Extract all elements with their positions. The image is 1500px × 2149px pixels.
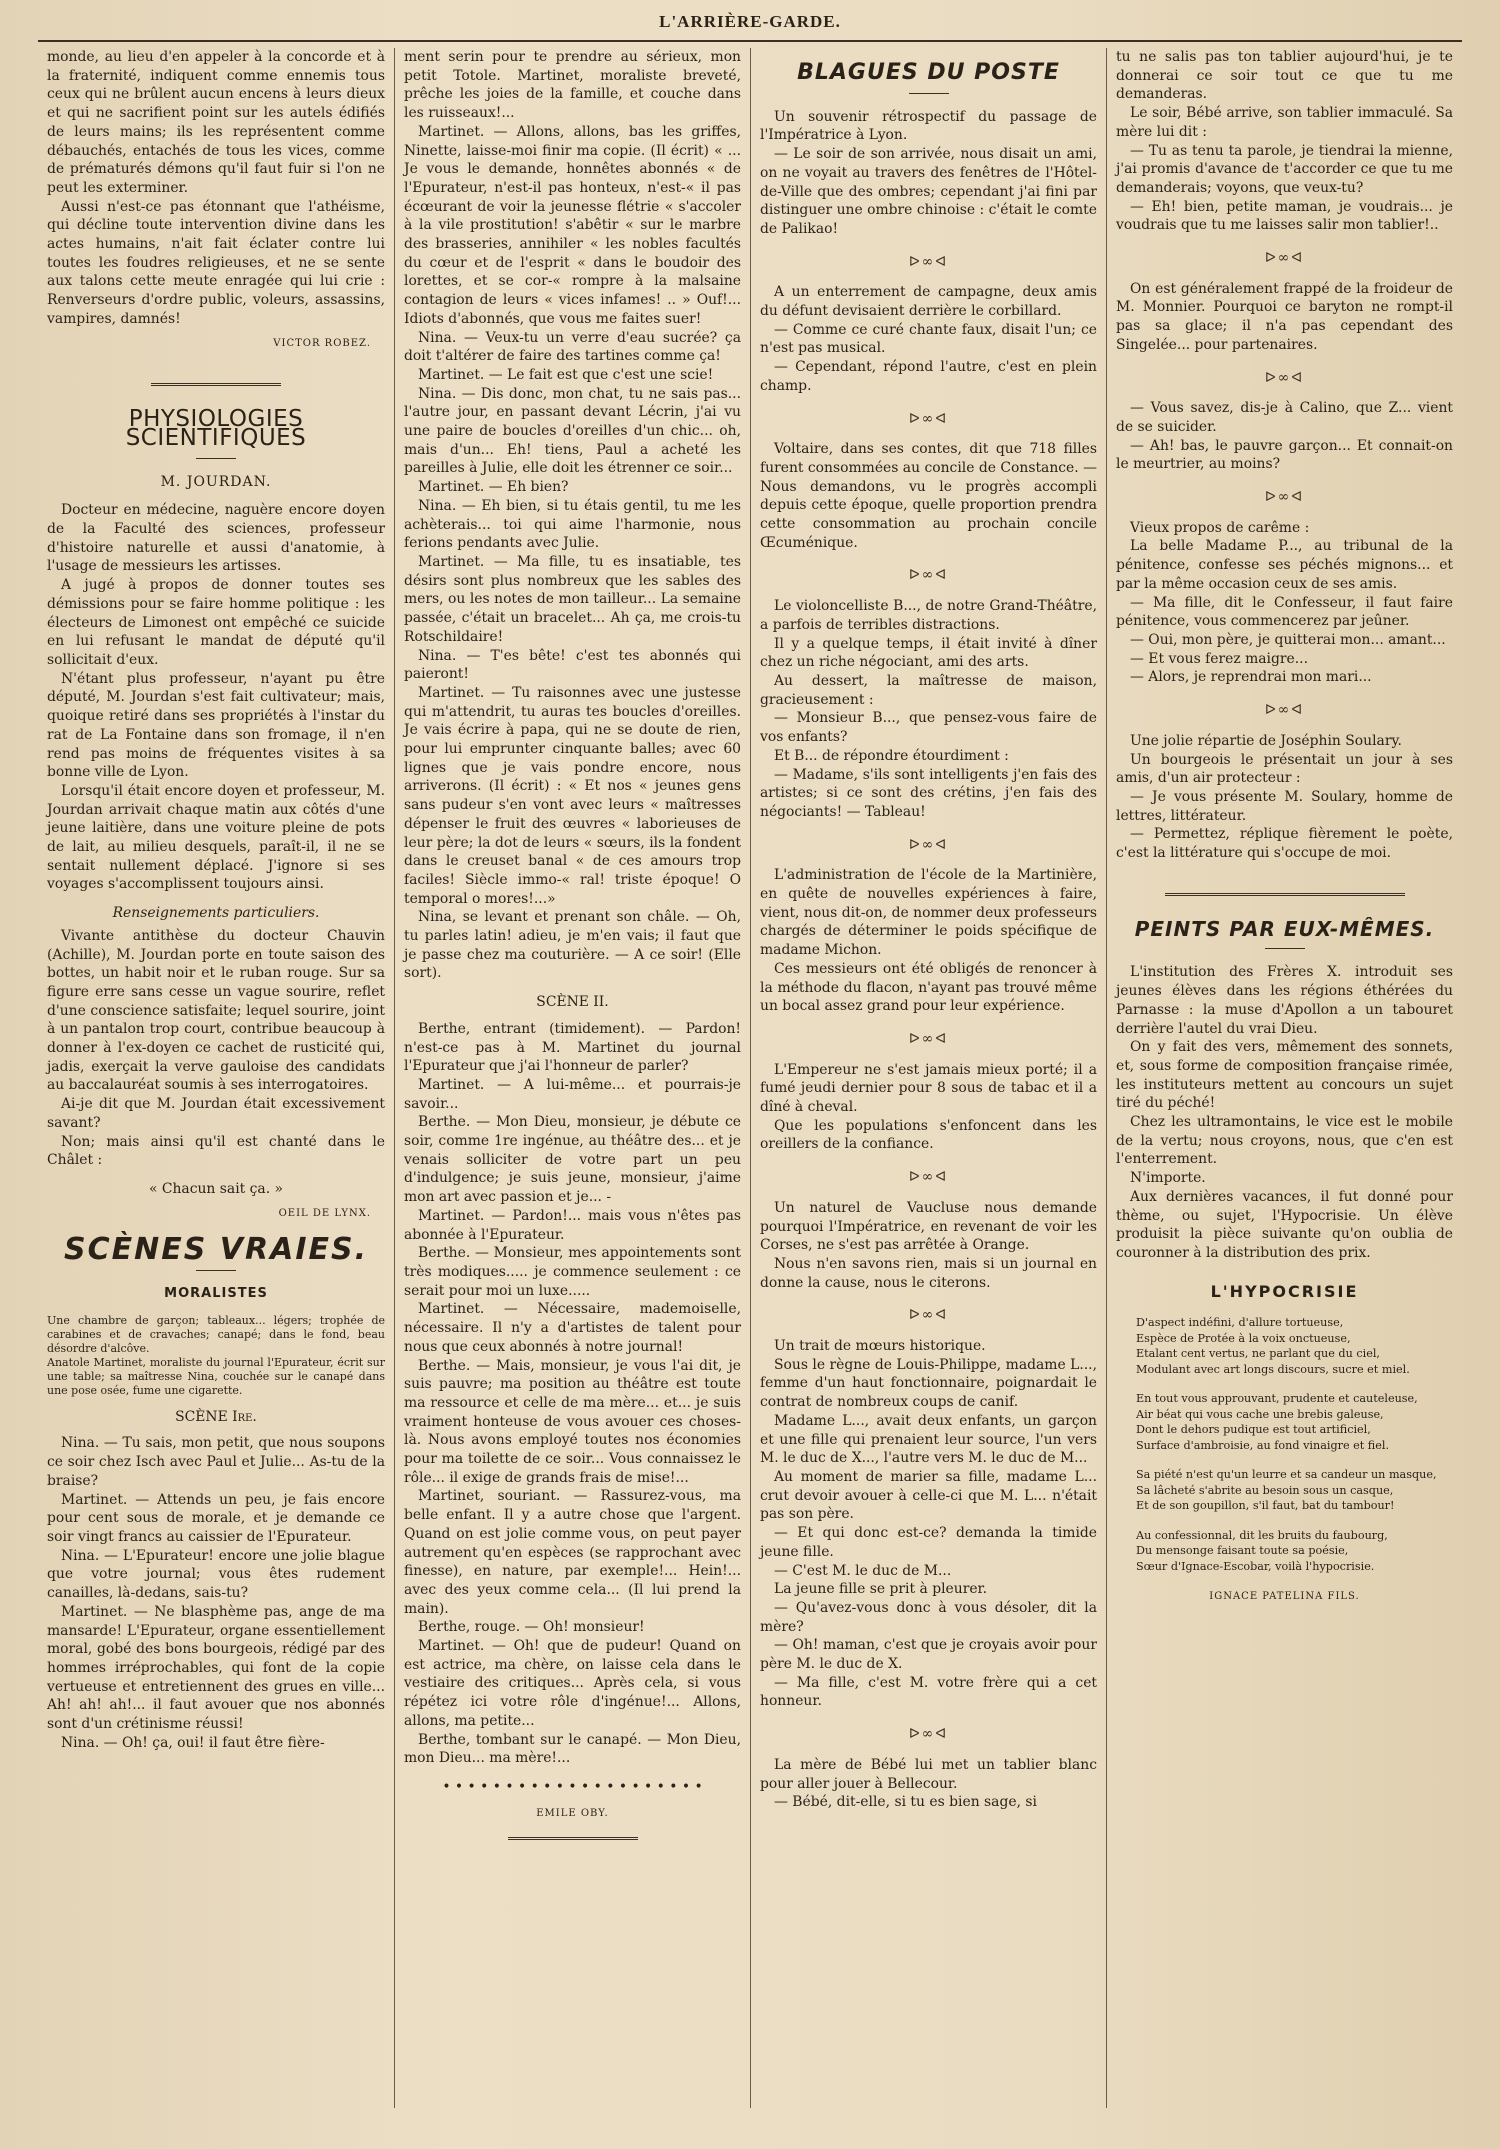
ornament: ᐅ∞ᐊ bbox=[908, 253, 949, 270]
dialogue: Nina. — L'Epurateur! encore une jolie blague que votre journal; vous êtes rudement canailles, là-dedans, sais-tu? bbox=[47, 1547, 385, 1602]
dialogue: Martinet. — A lui-même... et pourrais-je savoir... bbox=[404, 1076, 741, 1112]
dialogue: Nina. — T'es bête! c'est tes abonnés qui paieront! bbox=[404, 647, 741, 683]
dialogue: Nina. — Veux-tu un verre d'eau sucrée? ça doit t'altérer de faire des tartines comme ça! bbox=[404, 329, 741, 365]
paragraph: — Je vous présente M. Soulary, homme de lettres, littérateur. bbox=[1116, 788, 1453, 824]
section-title-blagues: BLAGUES DU POSTE bbox=[797, 60, 1060, 85]
paragraph: Nous n'en savons rien, mais si un journal en donne la cause, nous le citerons. bbox=[760, 1255, 1097, 1291]
divider bbox=[151, 383, 281, 386]
poem-line: Espèce de Protée à la voix onctueuse, bbox=[1136, 1331, 1351, 1345]
section-subtitle: M. JOURDAN. bbox=[160, 473, 272, 490]
dialogue: Nina, se levant et prenant son châle. — Oh, tu parles latin! adieu, je m'en vais; il faut que je passe chez ma couturière. — A ce soir! (Elle sort). bbox=[404, 909, 741, 982]
ellipsis-dots: • • • • • • • • • • • • • • • • • • • • • bbox=[442, 1778, 703, 1795]
divider bbox=[508, 1837, 638, 1840]
dialogue: ment serin pour te prendre au sérieux, mon petit Totole. Martinet, moraliste breveté, prêche les joies de la famille, et couche dans les ruisseaux!... bbox=[404, 49, 741, 122]
poem-line: Sa lâcheté s'abrite au besoin sous un casque, bbox=[1136, 1483, 1394, 1497]
signature: EMILE OBY. bbox=[536, 1807, 609, 1819]
paragraph: — Madame, s'ils sont intelligents j'en fais des artistes; si ce sont des crétins, j'en fais des négociants! — Tableau! bbox=[760, 766, 1097, 820]
paragraph: Vivante antithèse du docteur Chauvin (Achille), M. Jourdan porte en toute saison des bottes, un habit noir et le ruban rouge. Sur sa figure erre sans cesse un vague sourire, reflet d'une conscience satisfaite; lequel sourire, joint à un pantalon trop court, contribue beaucoup à donner à l'ex-doyen ce cachet de rusticité qui, jadis, exerçait la verve gauloise des candidats au baccalauréat soumis à ses interrogatoires. bbox=[47, 927, 385, 1094]
ornament: ᐅ∞ᐊ bbox=[1264, 369, 1305, 386]
paragraph: — C'est M. le duc de M... bbox=[774, 1562, 952, 1579]
dialogue: Martinet. — Pardon!... mais vous n'êtes pas abonnée à l'Epurateur. bbox=[404, 1207, 741, 1243]
poem-line: Sa piété n'est qu'un leurre et sa candeur un masque, bbox=[1136, 1468, 1437, 1482]
paragraph: Un souvenir rétrospectif du passage de l'Impératrice à Lyon. bbox=[760, 108, 1097, 144]
dialogue: Martinet. — Attends un peu, je fais encore pour cent sous de morale, et je demande ce soir vingt francs au caissier de l'Epurateur. bbox=[47, 1491, 385, 1545]
ornament: ᐅ∞ᐊ bbox=[908, 1030, 949, 1047]
scene-heading: SCÈNE II. bbox=[536, 994, 609, 1011]
paragraph: — Ma fille, c'est M. votre frère qui a cet honneur. bbox=[760, 1674, 1097, 1710]
dialogue: Berthe. — Mais, monsieur, je vous l'ai dit, je suis pauvre; ma position au théâtre est toute ma ressource et celle de ma mère... et... je suis vraiment honteuse de vous avouer ces choses-là. Nous avons employé toutes nos économies pour ma toilette de ce soir... Vous connaissez le rôle... il exige de grands frais de mise!... bbox=[404, 1357, 741, 1486]
divider bbox=[196, 1270, 236, 1271]
ornament: ᐅ∞ᐊ bbox=[908, 567, 949, 584]
dialogue: Martinet. — Tu raisonnes avec une justesse qui m'attendrit, tu auras tes boucles d'oreilles. Je vais écrire à papa, qui ne se doute de rien, pour lui emprunter cinquante balles; avec 60 lignes que je vais pondre encore, nous arriverons. (Il écrit) : « Et nos « jeunes gens sans pudeur s'en vont avec leurs « maîtresses dépenser le fruit des œuvres « laborieuses de leur père; la dot de leurs « sœurs, ils la fondent dans le creuset banal « de ces amours trop faciles! Siècle immo-« ral! triste époque! O temporal o mores!...» bbox=[404, 684, 741, 907]
section-title-peints: PEINTS PAR EUX-MÊMES. bbox=[1134, 916, 1435, 941]
ornament: ᐅ∞ᐊ bbox=[908, 410, 949, 427]
paragraph: Au moment de marier sa fille, madame L... crut devoir avouer à celle-ci que M. L... n'était pas son père. bbox=[760, 1469, 1097, 1523]
dialogue: Berthe, tombant sur le canapé. — Mon Dieu, mon Dieu... ma mère!... bbox=[404, 1731, 741, 1767]
subheading: Renseignements particuliers. bbox=[112, 905, 320, 922]
paragraph: L'institution des Frères X. introduit ses jeunes élèves dans les régions éthérées du Parnasse : la muse d'Apollon a un tabouret derrière l'autel du vrai Dieu. bbox=[1116, 964, 1453, 1037]
poem-stanza bbox=[1136, 1315, 1453, 1377]
paragraph: Une chambre de garçon; tableaux... légers; trophée de carabines et de cravaches; canapé; dans le fond, beau désordre d'alcôve. bbox=[47, 1313, 385, 1355]
paragraph: Aux dernières vacances, il fut donné pour thème, ou sujet, l'Hypocrisie. Un élève produisit la pièce suivante qu'on oublia de couronner à la distribution des prix. bbox=[1116, 1188, 1453, 1261]
poem-line: Air béat qui vous cache une brebis galeuse, bbox=[1136, 1407, 1384, 1421]
masthead: L'ARRIÈRE-GARDE. bbox=[38, 8, 1462, 42]
dialogue: Martinet. — Ne blasphème pas, ange de ma mansarde! L'Epurateur, organe essentiellement moral, gobé des bons bourgeois, rédigé par des hommes irréprochables, qui font de la copie vertueuse et entretiennent des grues en ville... Ah! ah! ah!... il faut avouer que nos abonnés sont d'un crétinisme réussi! bbox=[47, 1603, 385, 1733]
paragraph: — Permettez, réplique fièrement le poète, c'est la littérature qui s'occupe de moi. bbox=[1116, 826, 1453, 862]
ornament: ᐅ∞ᐊ bbox=[1264, 489, 1305, 506]
dialogue: Berthe. — Monsieur, mes appointements sont très modiques..... je commence seulement : ce serait pour moi un luxe..... bbox=[404, 1245, 741, 1299]
paragraph: Aussi n'est-ce pas étonnant que l'athéisme, qui décline toute intervention divine dans les actes humains, n'ait fait éclater contre lui toutes les foudres religieuses, et ne se sente aux talons cette meute enragée qui lui crie : Renverseurs d'ordre public, voleurs, assassins, vampires, damnés! bbox=[47, 198, 385, 327]
poem-stanza bbox=[1136, 1467, 1453, 1514]
dialogue: Martinet. — Allons, allons, bas les griffes, Ninette, laisse-moi finir ma copie. (Il écrit) « ... Je vous le demande, honnêtes abonnés « de l'Epurateur, n'est-il pas honteux, n'est-« il pas écœurant de voir la jeunesse flétrie « s'accoler à la vile prostitution! s'abêtir « sur le marbre des brasseries, annihiler « les nobles facultés du cœur et de l'esprit « dans le boudoir des lorettes, et se cor-« rompre à la malsaine contagion de leurs « vices infames! .. » Ouf!... Idiots d'abonnés, que vous me faites suer! bbox=[404, 123, 741, 327]
paragraph: L'administration de l'école de la Martinière, en quête de nouvelles expériences à faire, vient, nous dit-on, de nommer deux professeurs chargés de déterminer le poids spécifique de madame Michon. bbox=[760, 867, 1097, 959]
ornament: ᐅ∞ᐊ bbox=[908, 1726, 949, 1743]
poem-line: D'aspect indéfini, d'allure tortueuse, bbox=[1136, 1316, 1344, 1330]
paragraph: Non; mais ainsi qu'il est chanté dans le Châlet : bbox=[47, 1133, 385, 1169]
paragraph: — Bébé, dit-elle, si tu es bien sage, si bbox=[774, 1794, 1037, 1811]
poem-stanza bbox=[1136, 1391, 1453, 1453]
section-title-physiologies: PHYSIOLOGIES SCIENTIFIQUES bbox=[125, 406, 307, 451]
poem-line: Et de son goupillon, s'il faut, bat du tambour! bbox=[1136, 1499, 1395, 1513]
paragraph: tu ne salis pas ton tablier aujourd'hui, je te donnerai ce soir tout ce que tu me demanderas. bbox=[1116, 49, 1453, 103]
dialogue: Berthe, entrant (timidement). — Pardon! n'est-ce pas à M. Martinet du journal l'Epurateur que j'ai l'honneur de parler? bbox=[404, 1020, 741, 1075]
paragraph: — Et vous ferez maigre... bbox=[1130, 650, 1308, 667]
section-title-scenes: SCÈNES VRAIES. bbox=[64, 1232, 368, 1268]
paragraph: Anatole Martinet, moraliste du journal l'Epurateur, écrit sur une table; sa maîtresse Nina, couchée sur le canapé dans une pose osée, fume une cigarette. bbox=[47, 1355, 385, 1397]
dialogue: Nina. — Eh bien, si tu étais gentil, tu me les achèterais... toi qui aime l'harmonie, nous ferions pendants avec Julie. bbox=[404, 497, 741, 552]
poem-line: Etalant cent vertus, ne parlant que du ciel, bbox=[1136, 1347, 1380, 1361]
signature: OEIL DE LYNX. bbox=[278, 1207, 371, 1219]
dialogue: Martinet. — Eh bien? bbox=[418, 479, 569, 496]
paragraph: La belle Madame P..., au tribunal de la pénitence, confesse ses péchés mignons... et par la même occasion ceux de ses amis. bbox=[1116, 538, 1453, 592]
dialogue: Martinet. — Ma fille, tu es insatiable, tes désirs sont plus nombreux que les sables des mers, ou les notes de mon tailleur... La semaine passée, c'était un bracelet... Ah ça, me crois-tu Rotschildaire! bbox=[404, 553, 741, 645]
dialogue: Berthe, rouge. — Oh! monsieur! bbox=[418, 1619, 645, 1636]
dialogue: Nina. — Dis donc, mon chat, tu ne sais pas... l'autre jour, en passant devant Lécrin, j'ai vu une paire de boucles d'oreilles d'un chic... oh, mais d'un... Eh! tiens, Paul a acheté les pareilles à Julie, elle doit les étrenner ce soir... bbox=[404, 385, 741, 477]
paragraph: — Tu as tenu ta parole, je tiendrai la mienne, j'ai promis d'avance de t'accorder ce que tu me demanderais; voyons, que veux-tu? bbox=[1116, 142, 1453, 196]
divider bbox=[1165, 893, 1405, 896]
stage-directions bbox=[47, 1314, 385, 1398]
column-1 bbox=[38, 48, 394, 2108]
ornament: ᐅ∞ᐊ bbox=[908, 836, 949, 853]
paragraph: Docteur en médecine, naguère encore doyen de la Faculté des sciences, professeur d'histoire naturelle et aussi d'anatomie, à l'usage de messieurs les artisses. bbox=[47, 502, 385, 575]
scene-heading: SCÈNE Ire. bbox=[175, 1408, 257, 1425]
ornament: ᐅ∞ᐊ bbox=[908, 1169, 949, 1186]
paragraph: A un enterrement de campagne, deux amis du défunt devisaient derrière le corbillard. bbox=[760, 284, 1097, 320]
paragraph: La jeune fille se prit à pleurer. bbox=[774, 1581, 988, 1598]
paragraph: N'importe. bbox=[1130, 1170, 1206, 1187]
paragraph: Un naturel de Vaucluse nous demande pourquoi l'Impératrice, en revenant de voir les Corses, ne s'est pas arrêtée à Orange. bbox=[760, 1199, 1097, 1254]
paragraph: — Ma fille, dit le Confesseur, il faut faire pénitence, vous commencerez par jeûner. bbox=[1116, 594, 1453, 630]
ornament: ᐅ∞ᐊ bbox=[1264, 250, 1305, 267]
paragraph: Voltaire, dans ses contes, dit que 718 filles furent consommées au concile de Constance. — Nous demandons, vu le progrès accompli depuis cette époque, quelle proportion prendra cette consommation au prochain concile Œcuménique. bbox=[760, 441, 1097, 551]
dialogue: Nina. — Oh! ça, oui! il faut être fière- bbox=[61, 1734, 325, 1751]
paragraph: La mère de Bébé lui met un tablier blanc pour aller jouer à Bellecour. bbox=[760, 1756, 1097, 1792]
dialogue: Martinet. — Le fait est que c'est une scie! bbox=[418, 366, 714, 383]
paragraph: On est généralement frappé de la froideur de M. Monnier. Pourquoi ce baryton ne rompt-il pas sa glace; il n'a pas cependant des Singelée... pour partenaires. bbox=[1116, 280, 1453, 353]
paragraph: L'Empereur ne s'est jamais mieux porté; il a fumé jeudi dernier pour 8 sous de tabac et il a dîné à cheval. bbox=[760, 1061, 1097, 1116]
column-2 bbox=[394, 48, 750, 2108]
divider bbox=[909, 93, 949, 94]
columns bbox=[38, 48, 1462, 2108]
paragraph: Sous le règne de Louis-Philippe, madame L..., femme d'un haut fonctionnaire, poignardait le contrat de nombreux coups de canif. bbox=[760, 1356, 1097, 1411]
paragraph: Madame L..., avait deux enfants, un garçon et une fille qui prenaient leur source, l'un vers M. le duc de X..., l'autre vers M. le duc de M... bbox=[760, 1412, 1097, 1467]
signature: IGNACE PATELINA FILS. bbox=[1209, 1591, 1360, 1603]
poem-line: Surface d'ambroisie, au fond vinaigre et fiel. bbox=[1136, 1438, 1390, 1452]
paragraph: — Ah! bas, le pauvre garçon... Et connait-on le meurtrier, au moins? bbox=[1116, 437, 1453, 473]
paragraph: Vieux propos de carême : bbox=[1130, 519, 1310, 536]
poem-line: Du mensonge faisant toute sa poésie, bbox=[1136, 1544, 1349, 1558]
paragraph: Un bourgeois le présentait un jour à ses amis, d'un air protecteur : bbox=[1116, 751, 1453, 787]
poem-line: Dont le dehors pudique est tout artificiel, bbox=[1136, 1423, 1371, 1437]
paragraph: — Vous savez, dis-je à Calino, que Z... vient de se suicider. bbox=[1116, 400, 1453, 435]
paragraph: Ces messieurs ont été obligés de renoncer à la méthode du flacon, n'ayant pas trouvé même un bocal assez grand pour leur expérience. bbox=[760, 960, 1097, 1015]
paragraph: Le violoncelliste B..., de notre Grand-Théâtre, a parfois de terribles distractions. bbox=[760, 598, 1097, 633]
column-3 bbox=[750, 48, 1106, 2108]
quote: « Chacun sait ça. » bbox=[148, 1180, 284, 1197]
dialogue: Martinet, souriant. — Rassurez-vous, ma belle enfant. Il y a autre chose que l'argent. Quand on est jolie comme vous, on peut payer autrement qu'en espèces (se rapprochant avec finesse), en nature, par exemple!... Hein!... avec des yeux comme cela... (Il lui prend la main). bbox=[404, 1488, 741, 1617]
paragraph: — Cependant, répond l'autre, c'est en plein champ. bbox=[760, 359, 1097, 394]
poem bbox=[1116, 1315, 1453, 1574]
ornament: ᐅ∞ᐊ bbox=[1264, 702, 1305, 719]
paragraph: Le soir, Bébé arrive, son tablier immaculé. Sa mère lui dit : bbox=[1116, 105, 1453, 140]
section-subtitle: MORALISTES bbox=[164, 1286, 268, 1302]
poem-line: Sœur d'Ignace-Escobar, voilà l'hypocrisie. bbox=[1136, 1559, 1375, 1573]
paragraph: Il y a quelque temps, il était invité à dîner chez un riche négociant, ami des arts. bbox=[760, 635, 1097, 671]
paragraph: — Le soir de son arrivée, nous disait un ami, on ne voyait au travers des fenêtres de l'Hôtel-de-Ville que des ombres; cependant j'ai fini par distinguer une ombre chinoise : c'était le comte de Palikao! bbox=[760, 146, 1097, 237]
paragraph: Au dessert, la maîtresse de maison, gracieusement : bbox=[760, 672, 1097, 708]
paragraph: — Monsieur B..., que pensez-vous faire de vos enfants? bbox=[760, 710, 1097, 746]
divider bbox=[196, 458, 236, 459]
paragraph: Chez les ultramontains, le vice est le mobile de la vertu; nous croyons, nous, que c'en est l'enterrement. bbox=[1116, 1114, 1453, 1168]
poem-line: Modulant avec art longs discours, sucre et miel. bbox=[1136, 1362, 1410, 1376]
paragraph: A jugé à propos de donner toutes ses démissions pour se faire homme politique : les électeurs de Limonest ont empêché ce suicide en lui refusant le mandat de député qu'il sollicitait d'eux. bbox=[47, 577, 385, 668]
poem-stanza bbox=[1136, 1528, 1453, 1575]
dialogue: Nina. — Tu sais, mon petit, que nous soupons ce soir chez Isch avec Paul et Julie... As-tu de la braise? bbox=[47, 1435, 385, 1489]
paragraph: Une jolie répartie de Joséphin Soulary. bbox=[1130, 732, 1402, 749]
dialogue: Martinet. — Oh! que de pudeur! Quand on est actrice, ma chère, on laisse cela dans le vestiaire des critiques... Après cela, si vous répétez ici votre rôle d'ingénue!... Allons, allons, ma petite... bbox=[404, 1638, 741, 1729]
dialogue: Berthe. — Mon Dieu, monsieur, je débute ce soir, comme 1re ingénue, au théâtre des... et je venais solliciter de votre part un peu d'indulgence; je suis jeune, monsieur, j'aime mon art avec passion et je... - bbox=[404, 1114, 741, 1206]
poem-line: En tout vous approuvant, prudente et cauteleuse, bbox=[1136, 1392, 1418, 1406]
poem-title: L'HYPOCRISIE bbox=[1210, 1281, 1359, 1301]
paragraph: — Alors, je reprendrai mon mari... bbox=[1130, 669, 1372, 686]
divider bbox=[1265, 948, 1305, 949]
paragraph: — Et qui donc est-ce? demanda la timide jeune fille. bbox=[760, 1525, 1097, 1560]
paragraph: monde, au lieu d'en appeler à la concorde et à la fraternité, indiquent comme ennemis tous ceux qui ne brûlent aucun encens à leurs dieux et qui ne sacrifient point sur les autels édifiés de leurs mains; ils les représentent comme débauchés, entachés de tous les vices, comme de prématurés démons qu'il faut fuir si l'on ne peut les exterminer. bbox=[47, 49, 385, 196]
paragraph: N'étant plus professeur, n'ayant pu être député, M. Jourdan s'est fait cultivateur; mais, quoique retiré dans ses propriétés à l'instar du rat de La Fontaine dans son fromage, il n'en rend pas moins de fréquentes visites à sa bonne ville de Lyon. bbox=[47, 670, 385, 781]
ornament: ᐅ∞ᐊ bbox=[908, 1307, 949, 1324]
paragraph: Que les populations s'enfoncent dans les oreillers de la confiance. bbox=[760, 1117, 1097, 1153]
paragraph: — Eh! bien, petite maman, je voudrais... je voudrais que tu me laisses salir mon tablier!.. bbox=[1116, 198, 1453, 234]
paragraph: Et B... de répondre étourdiment : bbox=[774, 747, 1009, 764]
poem-line: Au confessionnal, dit les bruits du faubourg, bbox=[1136, 1528, 1388, 1542]
column-4 bbox=[1106, 48, 1462, 2108]
paragraph: — Qu'avez-vous donc à vous désoler, dit la mère? bbox=[760, 1599, 1097, 1635]
paragraph: On y fait des vers, mêmement des sonnets, et, sous forme de composition française rimée, les instituteurs mettent au concours un sujet tiré du péché! bbox=[1116, 1039, 1453, 1112]
signature: VICTOR ROBEZ. bbox=[273, 337, 371, 349]
paragraph: Ai-je dit que M. Jourdan était excessivement savant? bbox=[47, 1096, 385, 1131]
paragraph: — Comme ce curé chante faux, disait l'un; ce n'est pas musical. bbox=[760, 321, 1097, 357]
paragraph: Un trait de mœurs historique. bbox=[774, 1338, 986, 1355]
paragraph: — Oh! maman, c'est que je croyais avoir pour père M. le duc de X. bbox=[760, 1637, 1097, 1673]
paragraph: Lorsqu'il était encore doyen et professeur, M. Jourdan arrivait chaque matin aux côtés d'une jeune laitière, dans une voiture pleine de pots de lait, au milieu desquels, paraît-il, il ne se sentait nullement déplacé. J'ignore si ses voyages s'accomplissent toujours ainsi. bbox=[47, 782, 385, 893]
dialogue: Martinet. — Nécessaire, mademoiselle, nécessaire. Il n'y a d'artistes de talent pour nous que ceux abonnés à notre journal! bbox=[404, 1301, 741, 1355]
paragraph: — Oui, mon père, je quitterai mon... amant... bbox=[1130, 631, 1446, 648]
